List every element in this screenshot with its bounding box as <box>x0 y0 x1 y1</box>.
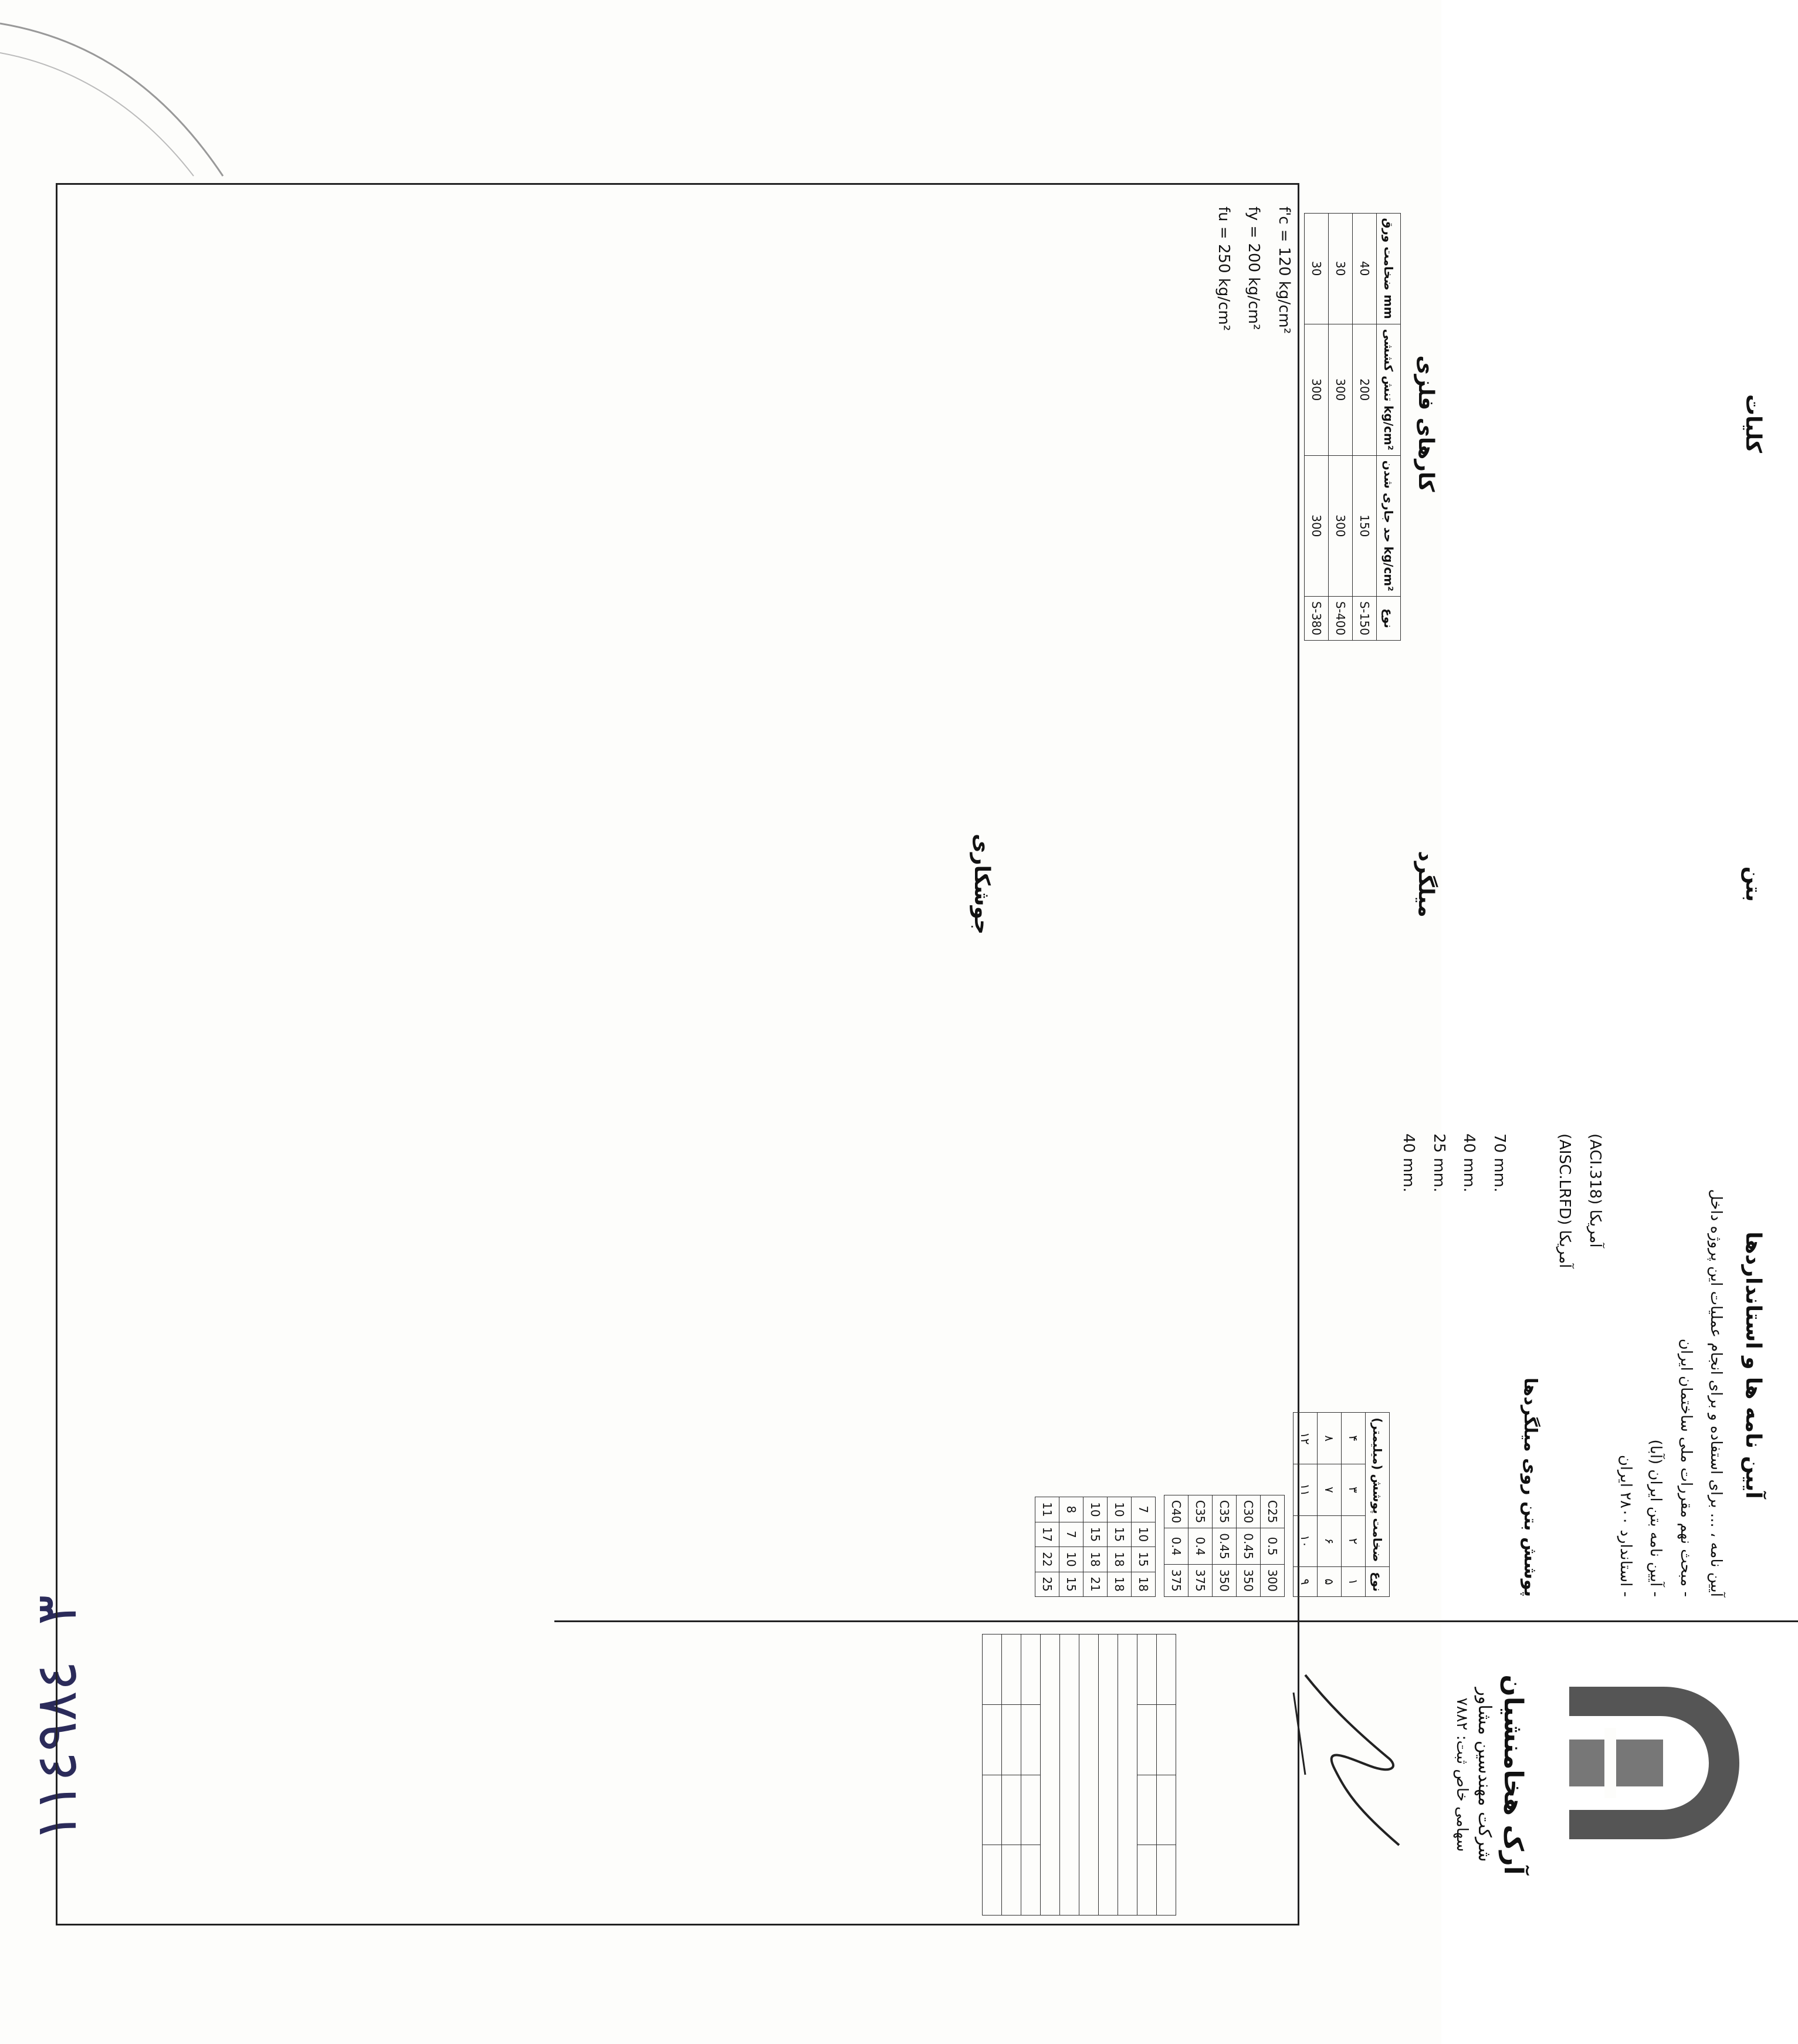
table-row: 30 300 300 S-400 <box>1328 213 1352 640</box>
cover-table <box>1293 1412 1390 1597</box>
steel-table <box>1304 213 1401 641</box>
concrete-title: بتن <box>1741 866 1765 902</box>
rebar-title: میلگرد <box>1414 851 1438 918</box>
rotated-sheet-content <box>554 183 1798 1925</box>
table-row: ۵ ۶ ۷ ۸ <box>1318 1413 1342 1597</box>
table-row: 30 300 300 S-380 <box>1304 213 1328 640</box>
codes-item: - استاندارد ۲۸۰۰ ایران <box>1616 1454 1634 1597</box>
company-info <box>1453 1646 1528 1904</box>
signature-icon <box>1282 1657 1423 1869</box>
formula-line: fu = 250 kg/cm² <box>1214 207 1232 331</box>
codes-item: - مبحث نهم مقررات ملی ساختمان ایران <box>1677 1338 1695 1597</box>
handwritten-number: ١١٤٩٨٤ <box>23 1660 89 1842</box>
cover-value: 70 mm. <box>1490 1133 1508 1193</box>
column-general-steel <box>1205 207 1775 641</box>
table-row: C40 0.4 375 <box>1164 1495 1188 1596</box>
table-header: تنش کششی kg/cm² <box>1376 324 1400 455</box>
table-row: 10 15 18 21 <box>1083 1497 1108 1597</box>
title-block <box>554 1620 1798 1925</box>
table-row: 10 15 18 18 <box>1108 1497 1132 1597</box>
table-header: ضخامت ورق mm <box>1376 213 1400 324</box>
company-subtitle: شرکت مهندسین مشاور <box>1474 1687 1495 1862</box>
cover-label: پوشش بتن روی میلگردها <box>1519 1378 1540 1597</box>
table-header: حد جاری شدن kg/cm² <box>1376 455 1400 596</box>
company-registration: سهامی خاص ثبت: ۷۸۸۲ <box>1453 1697 1471 1852</box>
codes-title: آیین نامه ها و استانداردها <box>1741 1231 1765 1499</box>
notes-title: کلیات <box>1741 394 1765 454</box>
handwritten-suffix: ۳ <box>23 1595 89 1626</box>
weld-title: جوشکاری <box>969 833 994 935</box>
column-codes <box>1027 1133 1775 1597</box>
table-row: 7 10 15 18 <box>1132 1497 1156 1597</box>
table-row: 8 7 10 15 <box>1059 1497 1083 1597</box>
codes-item: آیین نامه ، ... برای استفاده و برای انجام عملیات این پروژه داخل <box>1707 1189 1725 1597</box>
table-header: نوع <box>1376 596 1400 640</box>
table-row: 40 200 150 S-150 <box>1352 213 1376 640</box>
cover-value: 40 mm. <box>1400 1133 1418 1193</box>
table-header: نوع <box>1366 1567 1390 1597</box>
codes-item: (AISC.LRFD) آمریکا <box>1556 1133 1574 1268</box>
table-row: C25 0.5 300 <box>1261 1495 1285 1596</box>
company-logo-icon <box>1540 1652 1763 1874</box>
formula-line: f'c = 120 kg/cm² <box>1275 207 1293 334</box>
page-edge-curve <box>0 0 246 176</box>
column-concrete-rebar <box>956 652 1775 1116</box>
cover-value: 25 mm. <box>1430 1133 1448 1193</box>
table-row: C35 0.4 375 <box>1188 1495 1213 1596</box>
table-row: 11 17 22 25 <box>1035 1497 1059 1597</box>
table-row: ۱ ۲ ۳ ۴ <box>1342 1413 1366 1597</box>
codes-item: - آیین نامه بتن ایران (آبا) <box>1647 1439 1665 1597</box>
table-row: C35 0.45 350 <box>1213 1495 1237 1596</box>
drawing-sheet <box>56 183 1765 1925</box>
table-header: ضخامت پوشش (میلیمتر) <box>1366 1413 1390 1567</box>
steel-title: کارهای فلزی <box>1414 355 1438 492</box>
table-row: ۹ ۱۰ ۱۱ ۱۲ <box>1294 1413 1318 1597</box>
table-row: C30 0.45 350 <box>1237 1495 1261 1596</box>
title-block-grid <box>982 1634 1176 1916</box>
lap-length-table <box>1035 1497 1156 1597</box>
company-name: آرک هخامنشیان <box>1498 1674 1528 1875</box>
cover-value: 40 mm. <box>1460 1133 1478 1193</box>
concrete-table <box>1164 1495 1285 1597</box>
formula-line: fy = 200 kg/cm² <box>1245 207 1263 330</box>
codes-item: (ACI.318) آمریکا <box>1586 1133 1604 1248</box>
